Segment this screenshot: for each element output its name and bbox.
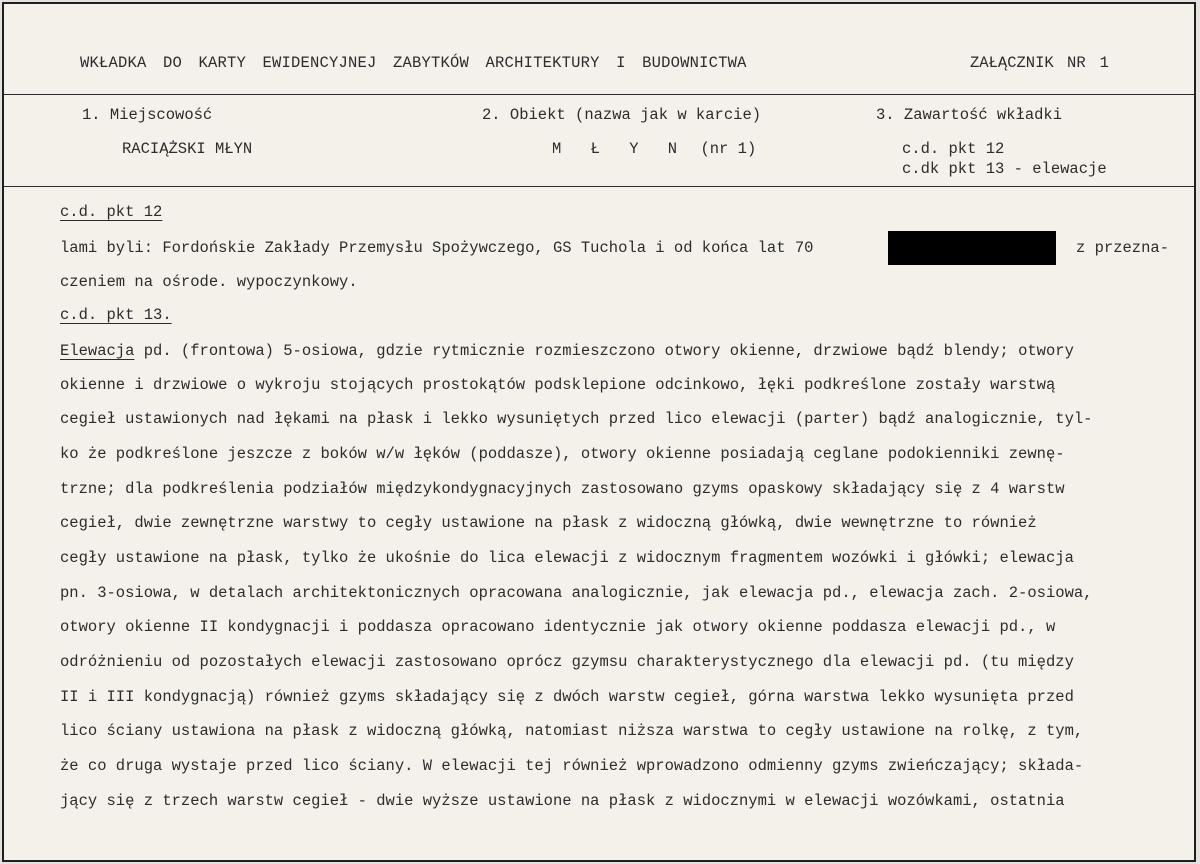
paragraph-line: że co druga wystaje przed lico ściany. W elewacji tej również wprowadzono odmienny gzyms zwieńczający; składa- xyxy=(60,757,1084,775)
paragraph-line xyxy=(60,342,1190,360)
paragraph-line: jący się z trzech warstw cegieł - dwie wyższe ustawione na płask z widocznymi w elewacji wozówkami, ostatnia xyxy=(60,792,1065,810)
paragraph-line-text: pd. (frontowa) 5-osiowa, gdzie rytmicznie rozmieszczono otwory okienne, drzwiowe bądź blendy; otwory xyxy=(134,342,1074,360)
paragraph-line: cegieł ustawionych nad łękami na płask i lekko wysuniętych przed lico elewacji (parter) bądź analogicznie, tyl- xyxy=(60,410,1093,428)
paragraph-line: pn. 3-osiowa, w detalach architektonicznych opracowana analogicznie, jak elewacja pd., elewacja zach. 2-osiowa, xyxy=(60,584,1093,602)
paragraph-line: odróżnieniu od pozostałych elewacji zastosowano oprócz gzymsu charakterystycznego dla elewacji pd. (tu między xyxy=(60,653,1074,671)
object-name: M Ł Y N xyxy=(552,140,688,158)
location-label: 1. Miejscowość xyxy=(82,106,213,124)
paragraph-line: cegły ustawione na płask, tylko że ukośnie do lica elewacji z widocznym fragmentem wozówki i główki; elewacja xyxy=(60,549,1074,567)
section-13-heading-text: c.d. pkt 13. xyxy=(60,306,172,324)
annex-number: 1 xyxy=(1099,54,1109,72)
fields-divider xyxy=(4,186,1194,187)
location-value: RACIĄŻSKI MŁYN xyxy=(122,140,253,158)
paragraph-line: cegieł, dwie zewnętrzne warstwy to cegły ustawione na płask z widoczną główką, dwie wewnętrzne to również xyxy=(60,514,1037,532)
annex-label-text: ZAŁĄCZNIK NR xyxy=(970,54,1086,72)
redaction-block xyxy=(888,231,1056,265)
section-12-heading xyxy=(60,203,1190,221)
contents-label: 3. Zawartość wkładki xyxy=(876,106,1063,124)
paragraph-line: lico ściany ustawiona na płask z widoczną główką, natomiast niższa warstwa to cegły ustawione na rolkę, z tym, xyxy=(60,722,1084,740)
object-value xyxy=(552,140,756,158)
header-divider xyxy=(4,94,1194,95)
object-number: (nr 1) xyxy=(700,140,757,158)
paragraph-line: ko że podkreślone jeszcze z boków w/w łęków (poddasze), otwory okienne posiadają ceglane podokienniki zewnę- xyxy=(60,445,1065,463)
elevation-keyword: Elewacja xyxy=(60,342,135,360)
text-line-after-redaction: z przezna- xyxy=(1076,239,1170,257)
contents-value-1: c.d. pkt 12 xyxy=(902,140,1005,158)
form-title: WKŁADKA DO KARTY EWIDENCYJNEJ ZABYTKÓW ARCHITEKTURY I BUDOWNICTWA xyxy=(80,54,747,72)
section-13-heading xyxy=(60,306,1190,324)
text-line: czeniem na ośrode. wypoczynkowy. xyxy=(60,273,358,291)
paragraph-line: okienne i drzwiowe o wykroju stojących prostokątów podsklepione odcinkowo, łęki podkreślone zostały warstwą xyxy=(60,376,1056,394)
record-sheet xyxy=(2,2,1196,862)
object-label: 2. Obiekt (nazwa jak w karcie) xyxy=(482,106,762,124)
paragraph-line: otwory okienne II kondygnacji i poddasza opracowano identycznie jak otwory okienne poddasza elewacji pd., w xyxy=(60,618,1056,636)
text-line-before-redaction: lami byli: Fordońskie Zakłady Przemysłu Spożywczego, GS Tuchola i od końca lat 70 xyxy=(60,239,814,257)
contents-value-2: c.dk pkt 13 - elewacje xyxy=(902,160,1107,178)
section-12-heading-text: c.d. pkt 12 xyxy=(60,203,163,221)
paragraph-line: trzne; dla podkreślenia podziałów międzykondygnacyjnych zastosowano gzyms opaskowy składający się z 4 warstw xyxy=(60,480,1065,498)
annex-label xyxy=(970,54,1109,72)
paragraph-line: II i III kondygnacją) również gzyms składający się z dwóch warstw cegieł, górna warstwa lekko wysunięta przed xyxy=(60,688,1074,706)
